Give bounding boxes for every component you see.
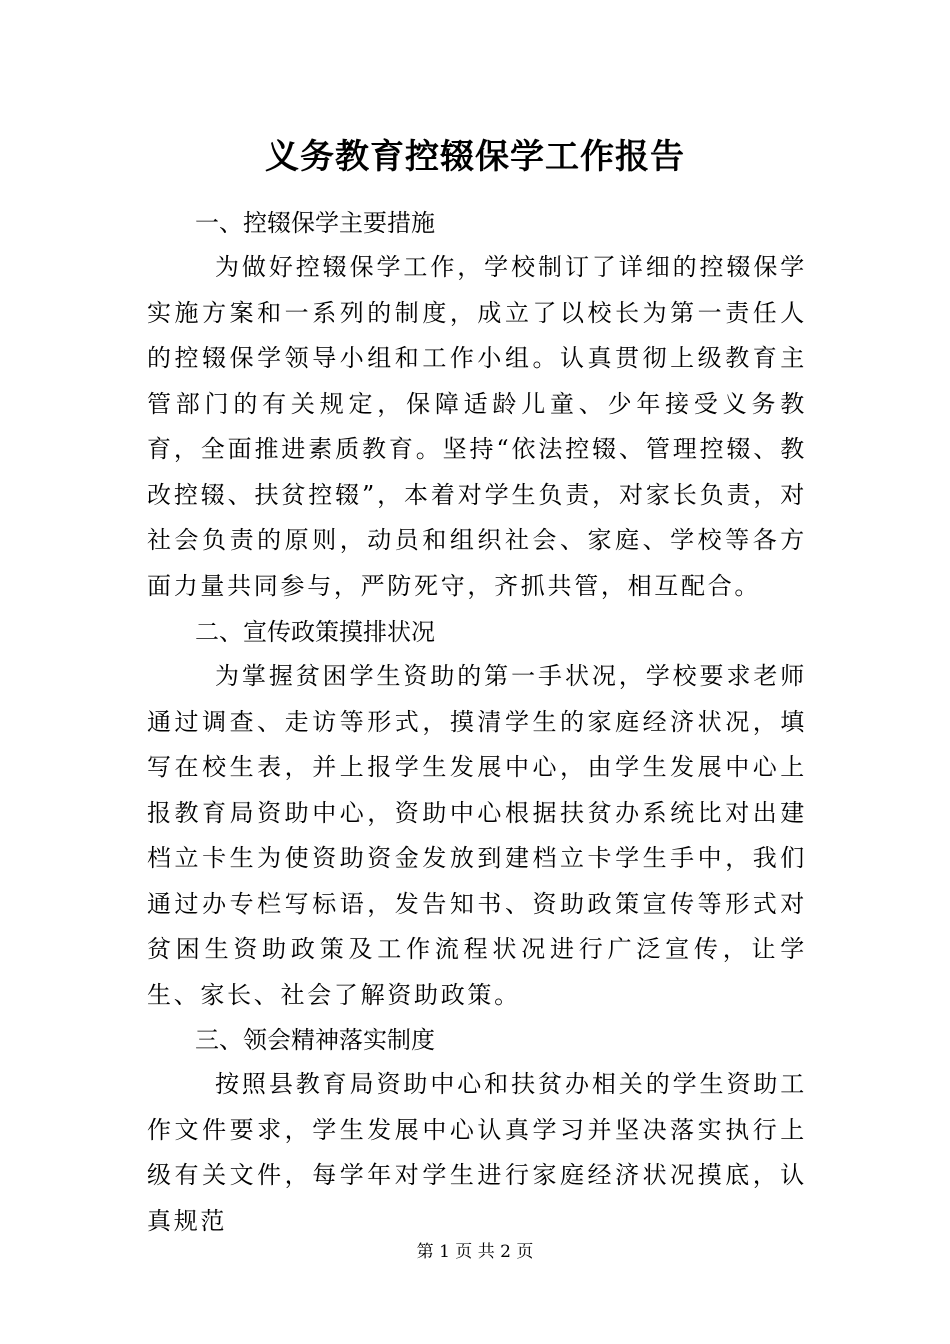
page-footer: 第 1 页 共 2 页 xyxy=(416,1242,534,1262)
section-heading-3: 三、领会精神落实制度 xyxy=(195,1026,435,1054)
section-paragraph-1: 为做好控辍保学工作，学校制订了详细的控辍保学实施方案和一系列的制度，成立了以校长为第一责任人的控辍保学领导小组和工作小组。认真贯彻上级教育主管部门的有关规定，保障适龄儿童、少年接受义务教育，全面推进素质教育。坚持“依法控辍、管理控辍、教改控辍、扶贫控辍”，本着对学生负责，对家长负责，对社会负责的原则，动员和组织社会、家庭、学校等各方面力量共同参与，严防死守，齐抓共管，相互配合。 xyxy=(147,253,807,600)
document-title: 义务教育控辍保学工作报告 xyxy=(265,137,685,177)
section-paragraph-3: 按照县教育局资助中心和扶贫办相关的学生资助工作文件要求，学生发展中心认真学习并坚决落实执行上级有关文件，每学年对学生进行家庭经济状况摸底，认真规范 xyxy=(147,1070,807,1235)
section-heading-1: 一、控辍保学主要措施 xyxy=(195,209,435,237)
section-paragraph-2: 为掌握贫困学生资助的第一手状况，学校要求老师通过调查、走访等形式，摸清学生的家庭经济状况，填写在校生表，并上报学生发展中心，由学生发展中心上报教育局资助中心，资助中心根据扶贫办系统比对出建档立卡生为使资助资金发放到建档立卡学生手中，我们通过办专栏写标语，发告知书、资助政策宣传等形式对贫困生资助政策及工作流程状况进行广泛宣传，让学生、家长、社会了解资助政策。 xyxy=(147,662,807,1009)
section-heading-2: 二、宣传政策摸排状况 xyxy=(195,618,435,646)
